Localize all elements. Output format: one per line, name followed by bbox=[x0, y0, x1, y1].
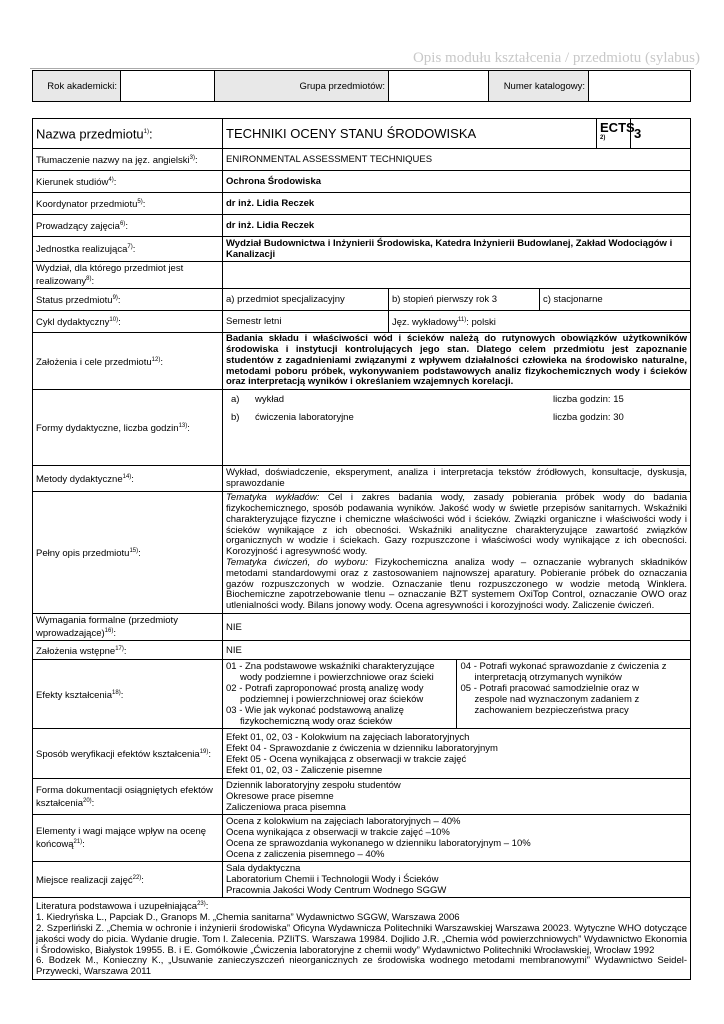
pelny-c-head: Tematyka ćwiczeń, do wyboru: bbox=[226, 557, 368, 569]
metody-label: Metody dydaktyczne bbox=[36, 474, 123, 486]
forma-line: Okresowe prace pisemne bbox=[226, 791, 334, 803]
efekt-04: 04 - Potrafi wykonać sprawozdanie z ćwiczenia z bbox=[460, 661, 667, 673]
zalw-value: NIE bbox=[223, 641, 691, 660]
efekt-04-cont: interpretacją otrzymanych wyników bbox=[474, 672, 622, 684]
footnote-ref: 13) bbox=[178, 423, 188, 430]
miejsce-line: Sala dydaktyczna bbox=[226, 863, 301, 875]
pelny-c-body: Fizykochemiczna analiza wody – oznaczanie wybranych składników metodami standardowymi oraz z zastosowaniem najnowszej aparatury. Pobieranie próbek do oznaczania gazów rozpuszczonych w wodzie. Oznaczanie tlenu rozpuszczonego w wodzie metodą Winklera. Biochemiczne zapotrzebowanie tlenu – oznaczanie BZT systemem OxiTop Control, oznaczanie OWO oraz utlenialności wody. Bilans jonowy wody. Ocena agresywności i korozyjności wody. Zaliczenie ćwiczeń. bbox=[226, 557, 688, 612]
spos-label-cell: Sposób weryfikacji efektów kształcenia$^{19)}$: bbox=[33, 729, 223, 779]
tlum-label-cell: Tłumaczenie nazwy na jęz. angielski$^{3)}$: bbox=[33, 149, 223, 171]
elem-label: Elementy i wagi mające wpływ na ocenę końcową bbox=[36, 826, 207, 851]
footnote-ref: 16) bbox=[104, 628, 114, 635]
footnote-ref: 18) bbox=[112, 689, 121, 696]
tlum-value: ENIRONMENTAL ASSESSMENT TECHNIQUES bbox=[223, 149, 691, 171]
ects-label: ECTS bbox=[600, 119, 635, 135]
zal-value: Badania składu i właściwości wód i ścieków należą do rutynowych obowiązków użytkowników środowiska i instytucji kontrolujących jego stan. Dlatego celem przedmiotu jest zapoznanie studentów z zagadnieniami związanymi z wpływem działalności człowieka na środowisko naturalne, metodami poboru próbek, wykonywaniem podstawowych analiz fizykochemicznych wody i ścieków oraz interpretacją wyników i określaniem wzajemnych korelacji. bbox=[223, 333, 691, 390]
jez-value: : polski bbox=[466, 317, 496, 329]
miejsce-line: Pracownia Jakości Wody Centrum Wodnego SGGW bbox=[226, 885, 447, 897]
pelny-value bbox=[223, 492, 691, 614]
elem-line: Ocena z zaliczenia pisemnego – 40% bbox=[226, 849, 385, 861]
footnote-ref: 23) bbox=[197, 901, 206, 908]
koord-label: Koordynator przedmiotu bbox=[36, 199, 138, 211]
wydz-label-cell: Wydział, dla którego przedmiot jest realizowany$^{8)}$: bbox=[33, 262, 223, 289]
footnote-ref: 5) bbox=[137, 198, 143, 205]
grupa-label: Grupa przedmiotów: bbox=[215, 71, 389, 102]
lit-label: Literatura podstawowa i uzupełniająca bbox=[36, 901, 198, 913]
status-c: c) stacjonarne bbox=[540, 289, 691, 311]
forma-label: Forma dokumentacji osiągniętych efektów kształcenia bbox=[36, 784, 213, 809]
footnote-ref: 2) bbox=[600, 134, 606, 141]
footnote-ref: 1) bbox=[143, 129, 149, 136]
efekt-01-cont: wody podziemne i powierzchniowe oraz ścieki bbox=[240, 672, 434, 684]
pelny-label-cell: Pełny opis przedmiotu$^{15)}$: bbox=[33, 492, 223, 614]
numer-value[interactable] bbox=[589, 71, 691, 102]
cykl-label-cell: Cykl dydaktyczny$^{10)}$: bbox=[33, 311, 223, 333]
pelny-w-body: Cel i zakres badania wody, zasady pobierania próbek wody do badania fizykochemicznego, sposób podawania wyników. Jakość wody w świetle przepisów sanitarnych. Wskaźniki charakteryzujące fizyczne i chemiczne właściwości wód i ścieków. Związki organiczne i właściwości wody i ścieków wynikające z ich obecności. Wskaźniki analityczne charakteryzujące zawartość związków organicznych w wodzie i ściekach. Gazy rozpuszczone i właściwości wody wynikające z ich obecności. Korozyjność i agresywność wody. bbox=[226, 492, 688, 558]
header-divider bbox=[30, 68, 694, 69]
formy-b-hours: liczba godzin: 30 bbox=[553, 412, 624, 424]
elem-line: Ocena wynikająca z obserwacji w trakcie zajęć –10% bbox=[226, 827, 450, 839]
elem-value bbox=[223, 815, 691, 862]
status-label: Status przedmiotu bbox=[36, 295, 113, 307]
lit-heading: Literatura podstawowa i uzupełniająca$^{23)}$: bbox=[36, 901, 209, 913]
footnote-ref: 21) bbox=[73, 839, 83, 846]
footnote-ref: 4) bbox=[108, 176, 114, 183]
spos-line: Efekt 05 - Ocena wynikająca z obserwacji w trakcie zajęć bbox=[226, 753, 467, 765]
footnote-ref: 8) bbox=[86, 276, 92, 282]
kier-value: Ochrona Środowiska bbox=[223, 171, 691, 193]
lit-item: 6. Bodzek M., Konieczny K., „Usuwanie zanieczyszczeń nieorganicznych ze środowiska wodnego metodami membranowymi” Wydawnictwo Seidel-Przywecki, Warszawa 2011 bbox=[36, 955, 688, 978]
efekty-label-cell: Efekty kształcenia$^{18)}$: bbox=[33, 660, 223, 729]
ects-value: 3 bbox=[631, 119, 691, 149]
prow-value: dr inż. Lidia Reczek bbox=[223, 215, 691, 237]
koord-label-cell: Koordynator przedmiotu$^{5)}$: bbox=[33, 193, 223, 215]
zalw-label: Założenia wstępne bbox=[36, 645, 116, 657]
jedn-label: Jednostka realizująca bbox=[36, 244, 128, 256]
formy-a: wykład bbox=[255, 394, 285, 406]
footnote-ref: 14) bbox=[122, 474, 132, 481]
footnote-ref: 20) bbox=[83, 797, 92, 804]
footnote-ref: 19) bbox=[199, 749, 209, 756]
efekty-right bbox=[457, 660, 691, 717]
nazwa-label-cell: Nazwa przedmiotu$^{1)}$: bbox=[33, 119, 223, 149]
efekt-01: 01 - Zna podstawowe wskaźniki charakteryzujące bbox=[226, 661, 435, 673]
koord-value: dr inż. Lidia Reczek bbox=[223, 193, 691, 215]
pelny-w-head: Tematyka wykładów: bbox=[226, 492, 320, 504]
elem-label-cell: Elementy i wagi mające wpływ na ocenę końcową$^{21)}$: bbox=[33, 815, 223, 862]
miejsce-value bbox=[223, 862, 691, 898]
efekt-02: 02 - Potrafi zaproponować prostą analizę wody bbox=[226, 683, 424, 695]
efekt-02-cont: podziemnej i powierzchniowej oraz ścieków bbox=[240, 694, 424, 706]
jez-cell bbox=[389, 311, 691, 333]
spos-line: Efekt 04 - Sprawozdanie z ćwiczenia w dzienniku laboratoryjnym bbox=[226, 742, 498, 754]
efekty-label: Efekty kształcenia bbox=[36, 689, 113, 701]
formy-label: Formy dydaktyczne, liczba godzin bbox=[36, 423, 179, 435]
elem-line: Ocena ze sprawozdania wykonanego w dzienniku laboratoryjnym – 10% bbox=[226, 838, 531, 850]
efekty-left bbox=[223, 660, 457, 728]
miejsce-label-cell: Miejsce realizacji zajęć$^{22)}$: bbox=[33, 862, 223, 898]
page-header-title: Opis modułu kształcenia / przedmiotu (sylabus) bbox=[412, 50, 700, 66]
formy-b: ćwiczenia laboratoryjne bbox=[255, 412, 354, 424]
formy-a-key: a) bbox=[231, 394, 240, 406]
prow-label-cell: Prowadzący zajęcia$^{6)}$: bbox=[33, 215, 223, 237]
zal-label: Założenia i cele przedmiotu bbox=[36, 356, 152, 368]
lit-item: 2. Szperliński Z. „Chemia w ochronie i inżynierii środowiska” Oficyna Wydawnicza Politechniki Warszawskiej Warszawa 20023. Wytyczne WHO dotyczące jakości wody do picia. Wydanie drugie. Tom I. Zalecenia. PZIiTS. Warszawa 19984. Dojlido J.R. „Chemia wód powierzchniowych” Wydawnictwo Ekonomia i Środowisko, Białystok 19955. B. i E. Gomółkowie „Ćwiczenia laboratoryjne z chemii wody” Wydawnictwo Politechniki Wrocławskiej, Wrocław 1992 bbox=[36, 923, 688, 956]
formy-label-cell: Formy dydaktyczne, liczba godzin$^{13)}$: bbox=[33, 390, 223, 466]
efekty-cell bbox=[223, 660, 691, 729]
forma-value bbox=[223, 779, 691, 815]
wydz-label: Wydział, dla którego przedmiot jest realizowany bbox=[36, 263, 184, 288]
metody-label-cell: Metody dydaktyczne$^{14)}$: bbox=[33, 466, 223, 492]
ects-label-cell bbox=[597, 119, 635, 149]
formy-cell bbox=[223, 390, 691, 466]
syllabus-table bbox=[32, 118, 691, 980]
metody-value: Wykład, doświadczenie, eksperyment, analiza i interpretacja tekstów źródłowych, konsultacje, dyskusja, sprawozdanie bbox=[223, 466, 691, 492]
zalw-label-cell: Założenia wstępne$^{17)}$: bbox=[33, 641, 223, 660]
footnote-ref: 6) bbox=[119, 220, 126, 227]
kier-label: Kierunek studiów bbox=[36, 177, 109, 189]
grupa-value[interactable] bbox=[389, 71, 489, 102]
spos-line: Efekt 01, 02, 03 - Zaliczenie pisemne bbox=[226, 764, 383, 776]
efekt-05: 05 - Potrafi pracować samodzielnie oraz w bbox=[460, 683, 639, 695]
tlum-label: Tłumaczenie nazwy na jęz. angielski bbox=[36, 155, 190, 167]
footnote-ref: 11) bbox=[458, 317, 467, 324]
efekt-03-cont: fizykochemiczną wody oraz ścieków bbox=[240, 716, 393, 728]
status-b: b) stopień pierwszy rok 3 bbox=[389, 289, 540, 311]
literatura-cell bbox=[33, 898, 691, 980]
spos-label: Sposób weryfikacji efektów kształcenia bbox=[36, 749, 200, 761]
forma-line: Dziennik laboratoryjny zespołu studentów bbox=[226, 780, 401, 792]
spos-line: Efekt 01, 02, 03 - Kolokwium na zajęciach laboratoryjnych bbox=[226, 731, 470, 743]
zal-label-cell: Założenia i cele przedmiotu$^{12)}$: bbox=[33, 333, 223, 390]
efekt-03: 03 - Wie jak wykonać podstawową analizę bbox=[226, 705, 404, 717]
spos-value bbox=[223, 729, 691, 779]
elem-line: Ocena z kolokwium na zajęciach laboratoryjnych – 40% bbox=[226, 816, 461, 828]
footnote-ref: 12) bbox=[151, 356, 161, 363]
miejsce-line: Laboratorium Chemii i Technologii Wody i Ścieków bbox=[226, 874, 439, 886]
jez-label: Jęz. wykładowy bbox=[392, 317, 458, 329]
efekt-05-cont: zespole nad wyznaczonym zadaniem z zachowaniem bezpieczeństwa pracy bbox=[474, 694, 640, 717]
forma-line: Zaliczeniowa praca pisemna bbox=[226, 802, 346, 814]
cykl-label: Cykl dydaktyczny bbox=[36, 317, 110, 329]
numer-label: Numer katalogowy: bbox=[489, 71, 589, 102]
wym-label: Wymagania formalne (przedmioty wprowadzające) bbox=[36, 615, 178, 640]
status-label-cell: Status przedmiotu$^{9)}$: bbox=[33, 289, 223, 311]
wym-label-cell: Wymagania formalne (przedmioty wprowadzające)$^{16)}$: bbox=[33, 614, 223, 641]
forma-label-cell: Forma dokumentacji osiągniętych efektów kształcenia$^{20)}$: bbox=[33, 779, 223, 815]
jedn-label-cell: Jednostka realizująca$^{7)}$: bbox=[33, 237, 223, 262]
formy-b-key: b) bbox=[231, 412, 240, 424]
status-a: a) przedmiot specjalizacyjny bbox=[223, 289, 389, 311]
rok-value[interactable] bbox=[121, 71, 215, 102]
lit-item: 1. Kiedryńska L., Papciak D., Granops M. „Chemia sanitarna” Wydawnictwo SGGW, Warszawa 2006 bbox=[36, 912, 460, 924]
pelny-label: Pełny opis przedmiotu bbox=[36, 548, 130, 560]
rok-label: Rok akademicki: bbox=[33, 71, 121, 102]
formy-a-hours: liczba godzin: 15 bbox=[553, 394, 624, 406]
miejsce-label: Miejsce realizacji zajęć bbox=[36, 875, 133, 887]
jedn-value: Wydział Budownictwa i Inżynierii Środowiska, Katedra Inżynierii Budowlanej, Zakład Wodociągów i Kanalizacji bbox=[223, 237, 691, 262]
nazwa-label: Nazwa przedmiotu bbox=[36, 126, 144, 142]
kier-label-cell: Kierunek studiów$^{4)}$: bbox=[33, 171, 223, 193]
footnote-ref: 15) bbox=[129, 548, 139, 555]
wydz-value bbox=[223, 262, 691, 289]
top-info-table bbox=[32, 70, 691, 102]
footnote-ref: 10) bbox=[109, 317, 119, 324]
footnote-ref: 22) bbox=[132, 875, 142, 882]
cykl-value: Semestr letni bbox=[223, 311, 389, 333]
footnote-ref: 17) bbox=[115, 645, 124, 652]
footnote-ref: 3) bbox=[189, 154, 195, 161]
footnote-ref: 9) bbox=[112, 295, 118, 302]
nazwa-value: TECHNIKI OCENY STANU ŚRODOWISKA bbox=[223, 119, 597, 149]
prow-label: Prowadzący zajęcia bbox=[36, 221, 120, 233]
wym-value: NIE bbox=[223, 614, 691, 641]
footnote-ref: 7) bbox=[127, 244, 133, 251]
